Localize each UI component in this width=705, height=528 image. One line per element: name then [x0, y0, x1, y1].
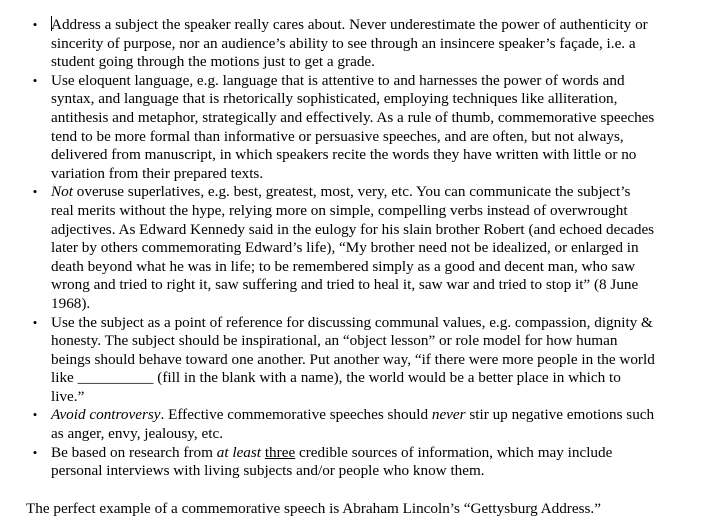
bullet-text[interactable]: Be based on research from [51, 443, 217, 461]
bullet-marker: • [32, 314, 38, 330]
guidelines-list [0, 16, 705, 481]
bullet-text[interactable]: stir up negative emotions such as anger, envy, jealousy, etc. [51, 406, 655, 443]
bullet-marker: • [32, 407, 38, 423]
bullet-italic-lead[interactable]: Avoid controversy [51, 406, 161, 424]
bullet-italic-lead[interactable]: Not [51, 183, 73, 201]
bullet-text[interactable]: overuse superlatives, e.g. best, greatest, most, very, etc. You can communicate the subject’s real merits without the hype, relying more on simple, compelling verbs instead of overwrought adjectives. As Edward Kennedy said in the eulogy for his slain brother Robert (and echoed decades later by others commemorating Edward’s life), “My brother need not be idealized, or enlarged in death beyond what he was in life; to be remembered simply as a good and decent man, who saw wrong and tried to right it, saw suffering and tried to heal it, saw war and tried to stop it” (8 June 1968). [51, 183, 655, 312]
bullet-text[interactable]: Use the subject as a point of reference for discussing communal values, e.g. compassion, dignity & honesty. The subject should be inspirational, an “object lesson” or role model for how human beings should behave toward one another. Put another way, “if there were more people in the world like __________ (fill in the blank with a name), the world would be a better place in which to live.” [51, 313, 655, 405]
bullet-marker: • [32, 17, 38, 32]
closing-paragraph[interactable]: The perfect example of a commemorative speech is Abraham Lincoln’s “Gettysburg Address.” [26, 500, 601, 517]
bullet-text[interactable]: Address a subject the speaker really cares about. Never underestimate the power of authenticity or sincerity of purpose, nor an audience’s ability to see through an insincere speaker’s façade, i.e. a student going through the motions just to get a grade. [51, 16, 648, 71]
list-item [0, 314, 705, 407]
bullet-text[interactable]: . Effective commemorative speeches should [160, 406, 432, 424]
bullet-text[interactable]: Use eloquent language, e.g. language that is attentive to and harnesses the power of words and syntax, and language that is rhetorically sophisticated, employing techniques like alliteration, antithesis and metaphor, strategically and effectively. As a rule of thumb, commemorative speeches tend to be more formal than informative or persuasive speeches, and are often, but not always, delivered from manuscript, in which speakers recite the words they have written with little or no variation from their prepared texts. [51, 71, 655, 182]
list-item [0, 72, 705, 184]
bullet-marker: • [32, 444, 38, 460]
list-item [0, 444, 705, 481]
list-item [0, 16, 705, 72]
list-item [0, 406, 705, 443]
bullet-marker: • [32, 72, 38, 88]
bullet-underlined-word[interactable]: three [264, 443, 296, 461]
bullet-italic-word[interactable]: at least [216, 443, 262, 461]
bullet-text[interactable]: credible sources of information, which may include personal interviews with living subjects and/or people who know them. [51, 443, 613, 480]
bullet-italic-word[interactable]: never [431, 406, 466, 424]
list-item [0, 183, 705, 313]
bullet-marker: • [32, 184, 38, 200]
